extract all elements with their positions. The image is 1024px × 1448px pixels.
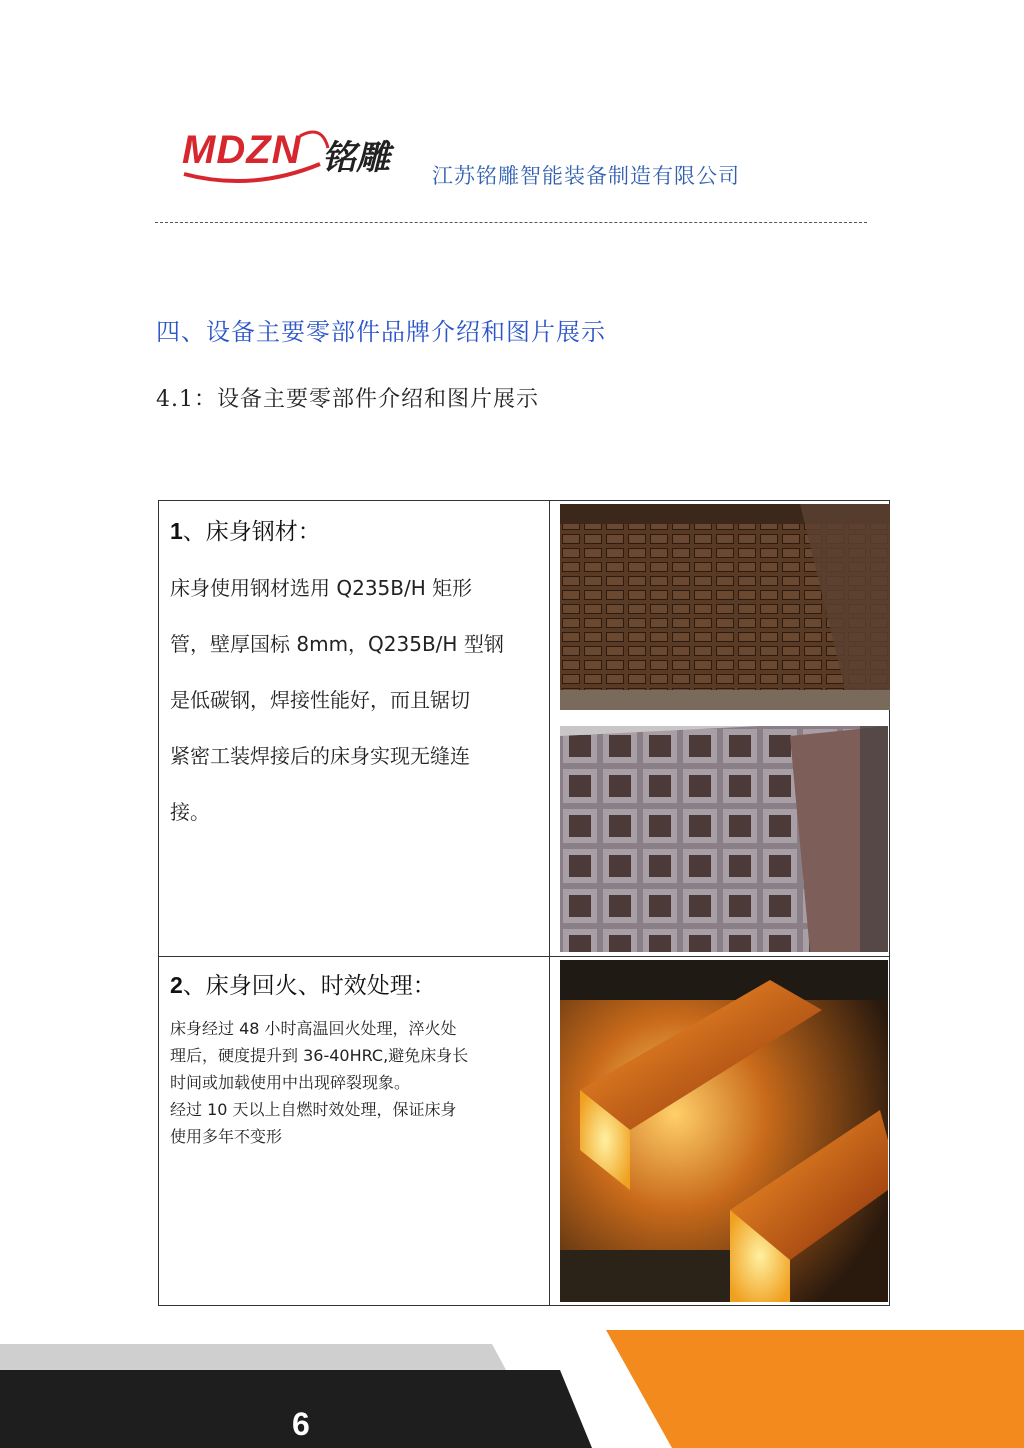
item-2-index: 2 [170,972,183,998]
item-1-index: 1 [170,518,183,544]
logo-text-cn: 铭雕 [322,138,390,178]
item-1-description [170,560,546,840]
item-2-line: 时间或加载使用中出现碎裂现象。 [170,1073,411,1092]
item-2-line: 床身经过 48 小时高温回火处理，淬火处 [170,1019,457,1038]
item-2-line: 使用多年不变形 [170,1127,283,1146]
item-1-line: 管，壁厚国标 8mm，Q235B/H 型钢 [170,632,504,656]
sub-title: 4.1：设备主要零部件介绍和图片展示 [156,387,539,412]
item-1-heading [170,513,321,546]
section-title: 四、设备主要零部件品牌介绍和图片展示 [156,318,606,346]
item-2-line: 理后，硬度提升到 36-40HRC,避免床身长 [170,1046,469,1065]
item-2-line: 经过 10 天以上自燃时效处理，保证床身 [170,1100,457,1119]
item-1-line: 床身使用钢材选用 Q235B/H 矩形 [170,576,473,600]
item-1-title: 、床身钢材： [182,519,321,545]
item-1-line: 是低碳钢，焊接性能好，而且锯切 [170,688,470,712]
item-1-line: 紧密工装焊接后的床身实现无缝连 [170,744,470,768]
item-1-line: 接。 [170,800,210,824]
item-2-heading [170,967,436,1000]
company-logo [182,118,422,188]
header-divider [155,222,867,223]
table-row-divider [158,956,890,957]
item-2-title: 、床身回火、时效处理： [182,973,436,999]
logo-text-en: MDZN [182,128,302,172]
item-2-description [170,1015,546,1150]
table-column-divider [549,500,550,1306]
square-tube-photo [560,726,888,952]
page-footer [0,1330,1024,1448]
page-number: 6 [292,1406,310,1442]
steel-tube-stack-photo [560,504,890,710]
tempering-billets-photo [560,960,888,1302]
company-name: 江苏铭雕智能装备制造有限公司 [432,164,740,188]
